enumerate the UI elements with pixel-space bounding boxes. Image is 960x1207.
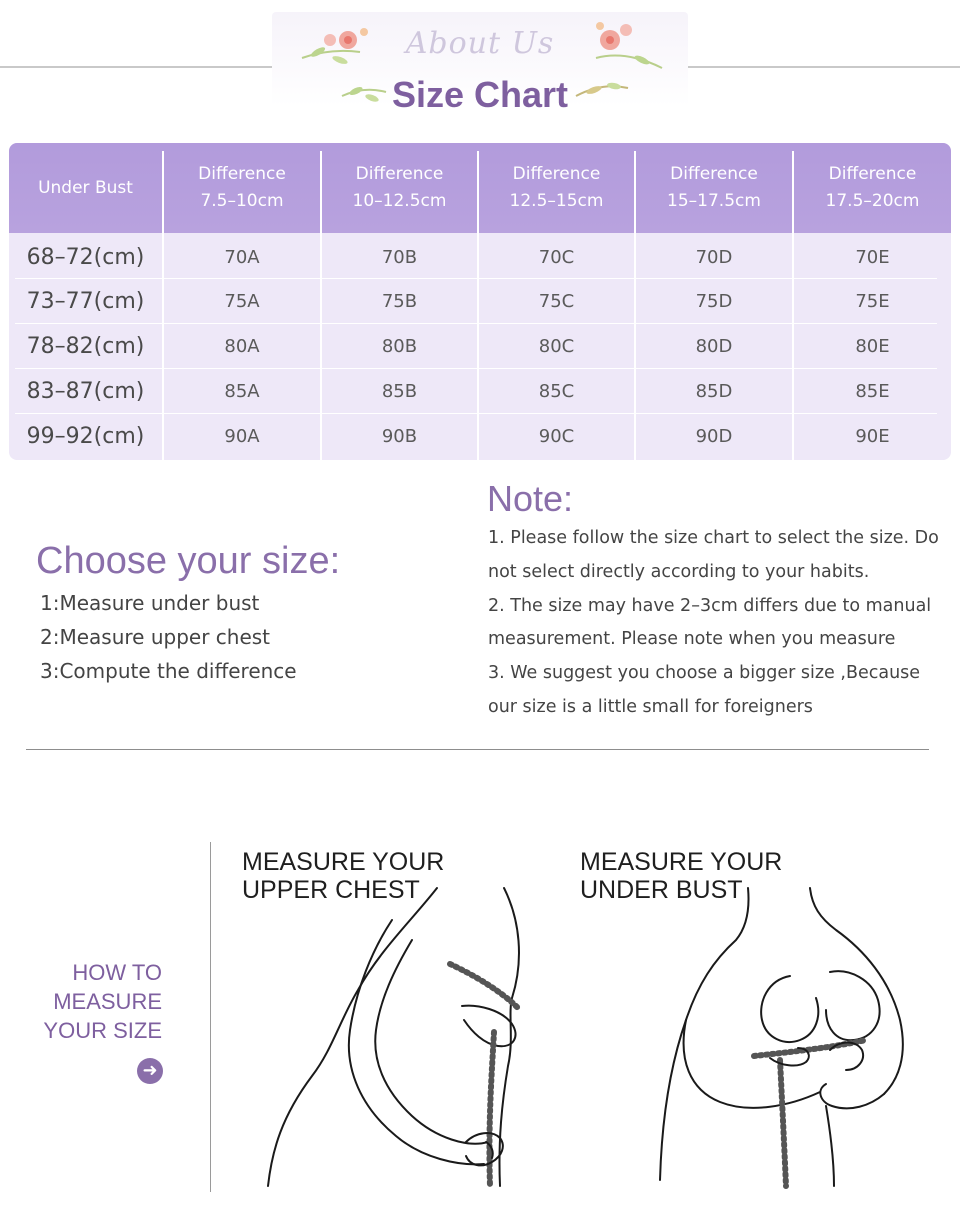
under-bust-cell: 73–77(cm) — [26, 288, 145, 314]
under-bust-cell: 68–72(cm) — [26, 244, 145, 270]
size-cell: 90D — [695, 425, 733, 447]
size-cell: 80B — [381, 335, 418, 357]
page-title: Size Chart — [391, 74, 569, 115]
header-cell-range: 17.5–20cm — [825, 191, 920, 211]
table-row — [9, 414, 951, 458]
note-line: our size is a little small for foreigners — [488, 696, 813, 717]
note-heading: Note: — [487, 478, 574, 519]
size-cell: 75A — [224, 290, 260, 312]
header-cell-diff-1 — [164, 143, 320, 233]
how-to-measure-heading — [20, 958, 162, 1045]
header-cell-diff-3 — [479, 143, 634, 233]
howto-line: HOW TO — [72, 960, 162, 985]
size-cell: 85B — [381, 380, 418, 402]
flower-right-top-icon — [586, 18, 666, 84]
size-cell: 70A — [224, 246, 260, 268]
howto-line: MEASURE — [53, 989, 162, 1014]
under-bust-illustration-icon — [650, 880, 920, 1190]
size-cell: 75B — [381, 290, 418, 312]
size-cell: 90A — [224, 425, 260, 447]
header-cell-label: Difference — [670, 164, 758, 184]
table-header-row — [9, 143, 951, 233]
note-line: 3. We suggest you choose a bigger size ,Because — [488, 663, 921, 684]
header-cell-label: Difference — [198, 164, 286, 184]
size-cell: 80A — [224, 335, 260, 357]
header-cell-diff-5 — [794, 143, 951, 233]
size-cell: 80D — [695, 335, 733, 357]
size-cell: 90C — [538, 425, 575, 447]
size-cell: 85C — [538, 380, 575, 402]
label-line: UPPER CHEST — [242, 876, 420, 904]
note-line: measurement. Please note when you measure — [488, 629, 896, 650]
header — [0, 0, 960, 130]
choose-size-heading: Choose your size: — [36, 540, 341, 582]
table-row — [9, 324, 951, 368]
size-cell: 85A — [224, 380, 260, 402]
arrow-right-circle-icon[interactable]: ➜ — [137, 1058, 163, 1084]
header-cell-label: Difference — [355, 164, 444, 184]
label-line: MEASURE YOUR — [580, 848, 783, 876]
header-cell-under-bust — [9, 143, 162, 233]
under-bust-cell: 78–82(cm) — [26, 333, 145, 359]
label-line: MEASURE YOUR — [242, 848, 445, 876]
size-cell: 75E — [855, 290, 890, 312]
header-cell-range: 15–17.5cm — [667, 191, 761, 211]
header-subtitle: About Us — [405, 26, 555, 61]
section-divider — [26, 749, 929, 750]
flower-right-bottom-icon — [572, 76, 632, 108]
howto-line: YOUR SIZE — [43, 1018, 162, 1043]
note-line: 1. Please follow the size chart to select the size. Do — [488, 528, 939, 548]
size-cell: 75C — [538, 290, 575, 312]
vertical-divider — [210, 842, 211, 1192]
size-cell: 85D — [695, 380, 733, 402]
table-row — [9, 369, 951, 413]
size-cell: 90B — [381, 425, 418, 447]
size-cell: 70C — [538, 246, 575, 268]
list-item: 3:Compute the difference — [40, 659, 297, 683]
size-cell: 80E — [855, 335, 890, 357]
note-line: not select directly according to your habits. — [488, 561, 870, 582]
header-cell-diff-2 — [322, 143, 477, 233]
size-cell: 70B — [381, 246, 418, 268]
header-cell-range: 10–12.5cm — [352, 191, 447, 211]
size-cell: 85E — [855, 380, 890, 402]
size-cell: 75D — [695, 290, 733, 312]
choose-size-steps — [40, 586, 297, 688]
flower-left-top-icon — [300, 18, 380, 78]
note-line: 2. The size may have 2–3cm differs due to manual — [488, 595, 932, 616]
header-cell-range: 12.5–15cm — [509, 191, 604, 211]
note-text — [488, 522, 938, 725]
header-cell-label: Difference — [512, 164, 601, 184]
under-bust-cell: 83–87(cm) — [26, 378, 145, 404]
size-chart-table — [9, 143, 951, 460]
table-row — [9, 235, 951, 279]
size-cell: 70D — [695, 246, 733, 268]
header-cell-label: Under Bust — [38, 177, 133, 198]
size-cell: 70E — [855, 246, 890, 268]
size-cell: 80C — [538, 335, 575, 357]
under-bust-cell: 99–92(cm) — [26, 423, 145, 449]
list-item: 1:Measure under bust — [40, 591, 260, 615]
size-cell: 90E — [855, 425, 890, 447]
upper-chest-illustration-icon — [262, 880, 542, 1190]
header-cell-range: 7.5–10cm — [200, 191, 284, 211]
list-item: 2:Measure upper chest — [40, 625, 271, 649]
table-row — [9, 279, 951, 323]
label-line: UNDER BUST — [580, 876, 743, 904]
header-cell-diff-4 — [636, 143, 792, 233]
flower-left-bottom-icon — [340, 78, 390, 108]
header-cell-label: Difference — [828, 164, 917, 184]
